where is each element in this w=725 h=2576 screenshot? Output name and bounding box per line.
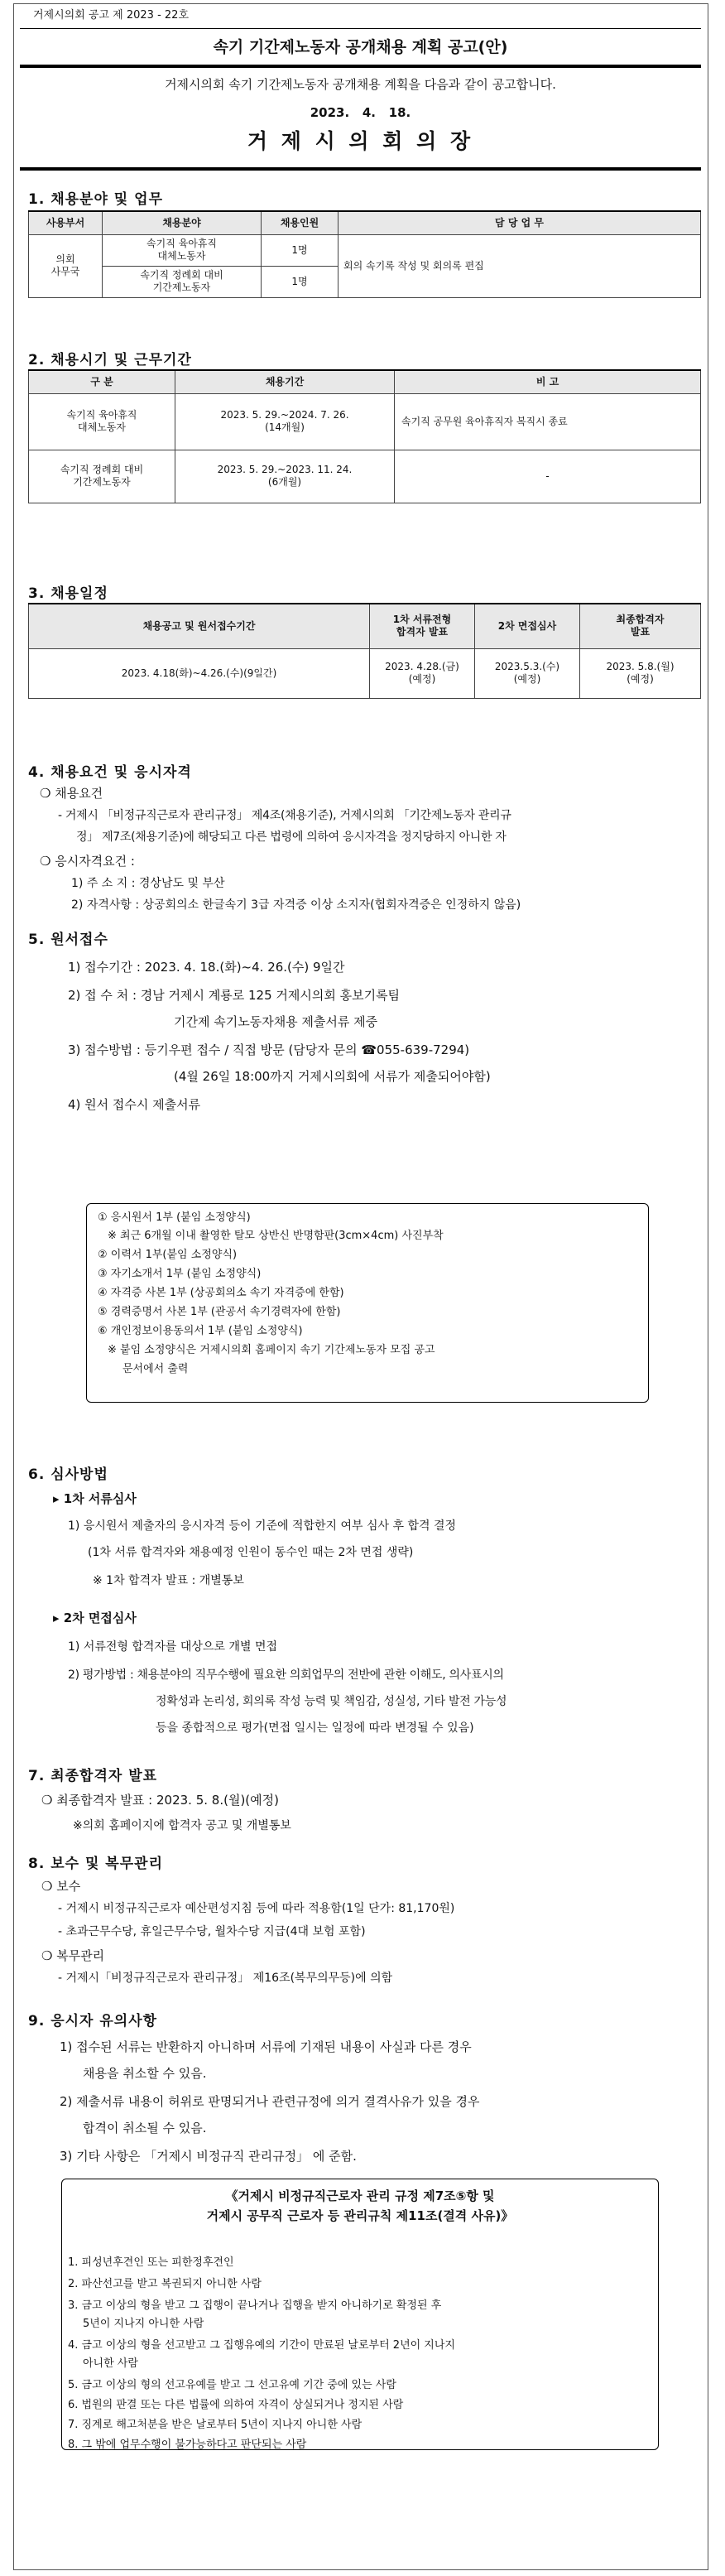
- signature: 거 제 시 의 회 의 장: [247, 129, 474, 153]
- disqualification-item: 7. 징계로 해고처분을 받은 날로부터 5년이 지나지 아니한 사람: [68, 2419, 362, 2431]
- disqualification-item: 3. 금고 이상의 형을 받고 그 집행이 끝나거나 집행을 받지 아니하기로 확정된 후: [68, 2299, 442, 2312]
- document-title: 속기 기간제노동자 공개채용 계획 공고(안): [213, 38, 508, 56]
- screening-line: 1) 응시원서 제출자의 응시자격 등이 기준에 적합한지 여부 심사 후 합격 결정: [68, 1519, 457, 1533]
- divider: [20, 167, 701, 171]
- notice-line: 1) 접수된 서류는 반환하지 아니하며 서류에 기재된 내용이 사실과 다른 경우: [60, 2039, 472, 2054]
- col-header: 채용공고 및 원서접수기간: [29, 604, 370, 648]
- application-line: 2) 접 수 처 : 경남 거제시 계룡로 125 거제시의회 홍보기록팀: [68, 988, 401, 1003]
- requirement-bullet: ❍ 채용요건: [40, 786, 103, 801]
- subsection-heading: ▸ 2차 면접심사: [53, 1611, 137, 1625]
- table-recruitment-period: [28, 369, 701, 503]
- qualification-line: 1) 주 소 지 : 경상남도 및 부산: [71, 877, 225, 890]
- section-heading-7: 7. 최종합격자 발표: [28, 1768, 158, 1784]
- period-cell: 2023. 5. 29.~2024. 7. 26. (14개월): [175, 393, 395, 450]
- schedule-cell: 2023. 5.8.(월) (예정): [580, 648, 701, 698]
- application-line: 4) 원서 접수시 제출서류: [68, 1097, 201, 1112]
- col-header: 채용인원: [262, 211, 338, 234]
- disqualification-item: 2. 파산선고를 받고 복권되지 아니한 사람: [68, 2278, 262, 2290]
- document-item: ⑤ 경력증명서 사본 1부 (관공서 속기경력자에 한함): [98, 1306, 341, 1318]
- divider: [20, 65, 701, 68]
- notice-line: 채용을 취소할 수 있음.: [83, 2066, 207, 2081]
- col-header: 최종합격자 발표: [580, 604, 701, 648]
- count-cell: 1명: [262, 234, 338, 266]
- document-item: ③ 자기소개서 1부 (붙임 소정양식): [98, 1268, 262, 1280]
- col-header: 2차 면접심사: [475, 604, 580, 648]
- notice-line: 3) 기타 사항은 「거제시 비정규직 관리규정」 에 준함.: [60, 2149, 357, 2164]
- dept-cell: 의회 사무국: [29, 234, 103, 297]
- document-note: ※ 최근 6개월 이내 촬영한 탈모 상반신 반명함판(3cm×4cm) 사진부착: [108, 1230, 444, 1242]
- document-item: ① 응시원서 1부 (붙임 소정양식): [98, 1211, 251, 1224]
- requirement-line: 정」 제7조(채용기준)에 해당되고 다른 법령에 의하여 응시자격을 정지당하지 아니한 자: [76, 831, 507, 844]
- col-header: 비 고: [395, 370, 701, 393]
- disqualification-item: 5년이 지나지 아니한 사람: [83, 2318, 204, 2330]
- notice-line: 2) 제출서류 내용이 허위로 판명되거나 관련규정에 의거 결격사유가 있을 경우: [60, 2094, 480, 2109]
- interview-line: 2) 평가방법 : 채용분야의 직무수행에 필요한 의회업무의 전반에 관한 이해도, 의사표시의: [68, 1668, 504, 1682]
- disqualification-item: 6. 법원의 판결 또는 다른 법률에 의하여 자격이 상실되거나 정지된 사람: [68, 2399, 404, 2411]
- interview-line: 1) 서류전형 합격자를 대상으로 개별 면접: [68, 1640, 278, 1654]
- type-cell: 속기직 육아휴직 대체노동자: [29, 393, 175, 450]
- divider: [20, 28, 701, 29]
- notice-line: 합격이 취소될 수 있음.: [83, 2121, 207, 2135]
- col-header: 구 분: [29, 370, 175, 393]
- pay-line: - 거제시 비정규직근로자 예산편성지침 등에 따라 적용함(1일 단가: 81,170원): [58, 1902, 455, 1915]
- document-item: ② 이력서 1부(붙임 소정양식): [98, 1249, 238, 1261]
- application-line: 3) 접수방법 : 등기우편 접수 / 직접 방문 (담당자 문의 ☎055-639-7294): [68, 1042, 470, 1057]
- schedule-cell: 2023.5.3.(수) (예정): [475, 648, 580, 698]
- intro-text: 거제시의회 속기 기간제노동자 공개채용 계획을 다음과 같이 공고합니다.: [165, 77, 556, 92]
- col-header: 채용분야: [103, 211, 262, 234]
- application-line: (4월 26일 18:00까지 거제시의회에 서류가 제출되어야함): [174, 1069, 491, 1084]
- col-header: 채용기간: [175, 370, 395, 393]
- document-item: ④ 자격증 사본 1부 (상공회의소 속기 자격증에 한함): [98, 1287, 344, 1299]
- qualification-line: 2) 자격사항 : 상공회의소 한글속기 3급 자격증 이상 소지자(협회자격증은 인정하지 않음): [71, 898, 521, 912]
- subsection-heading: ▸ 1차 서류심사: [53, 1491, 137, 1506]
- disqualification-item: 아니한 사람: [83, 2357, 138, 2370]
- duty-cell: 회의 속기록 작성 및 회의록 편집: [338, 234, 701, 297]
- notice-number: 거제시의회 공고 제 2023 - 22호: [33, 9, 190, 22]
- section-heading-1: 1. 채용분야 및 업무: [28, 191, 163, 208]
- section-heading-3: 3. 채용일정: [28, 585, 108, 602]
- document-note: 문서에서 출력: [122, 1363, 189, 1375]
- disqualification-item: 4. 금고 이상의 형을 선고받고 그 집행유예의 기간이 만료된 날로부터 2년이 지나지: [68, 2339, 455, 2352]
- pay-line: - 초과근무수당, 휴일근무수당, 월차수당 지급(4대 보험 포함): [58, 1925, 366, 1938]
- field-cell: 속기직 정례회 대비 기간제노동자: [103, 266, 262, 297]
- document-note: ※ 붙임 소정양식은 거제시의회 홈페이지 속기 기간제노동자 모집 공고: [108, 1344, 435, 1356]
- type-cell: 속기직 정례회 대비 기간제노동자: [29, 450, 175, 503]
- section-heading-5: 5. 원서접수: [28, 932, 108, 948]
- qualification-bullet: ❍ 응시자격요건 :: [40, 854, 135, 869]
- section-heading-9: 9. 응시자 유의사항: [28, 2013, 158, 2030]
- schedule-cell: 2023. 4.28.(금) (예정): [370, 648, 475, 698]
- section-heading-4: 4. 채용요건 및 응시자격: [28, 764, 192, 781]
- interview-line: 등을 종합적으로 평가(면접 일시는 일정에 따라 변경될 수 있음): [156, 1721, 474, 1735]
- table-schedule: [28, 603, 701, 699]
- final-line: ※의회 홈페이지에 합격자 공고 및 개별통보: [73, 1819, 291, 1832]
- final-line: ❍ 최종합격자 발표 : 2023. 5. 8.(월)(예정): [41, 1793, 279, 1808]
- section-heading-8: 8. 보수 및 복무관리: [28, 1856, 163, 1872]
- disqualification-item: 8. 그 밖에 업무수행이 불가능하다고 판단되는 사람: [68, 2439, 307, 2451]
- col-header: 1차 서류전형 합격자 발표: [370, 604, 475, 648]
- document-item: ⑥ 개인정보이용동의서 1부 (붙임 소정양식): [98, 1325, 303, 1337]
- screening-line: (1차 서류 합격자와 채용예정 인원이 동수인 때는 2차 면접 생략): [88, 1546, 414, 1559]
- schedule-cell: 2023. 4.18(화)~4.26.(수)(9일간): [29, 648, 370, 698]
- field-cell: 속기직 육아휴직 대체노동자: [103, 234, 262, 266]
- col-header: 사용부서: [29, 211, 103, 234]
- period-cell: 2023. 5. 29.~2023. 11. 24. (6개월): [175, 450, 395, 503]
- table-recruitment-field: [28, 210, 701, 298]
- box-title: 《거제시 비정규직근로자 관리 규정 제7조⑤항 및: [225, 2188, 495, 2203]
- service-bullet: ❍ 복무관리: [41, 1948, 105, 1963]
- disqualification-item: 5. 금고 이상의 형의 선고유예를 받고 그 선고유예 기간 중에 있는 사람: [68, 2379, 396, 2391]
- application-line: 기간제 속기노동자채용 제출서류 제중: [174, 1014, 378, 1029]
- col-header: 담 당 업 무: [338, 211, 701, 234]
- section-heading-6: 6. 심사방법: [28, 1466, 108, 1483]
- service-line: - 거제시「비정규직근로자 관리규정」 제16조(복무의무등)에 의함: [58, 1972, 393, 1985]
- note-cell: 속기직 공무원 육아휴직자 복직시 종료: [395, 393, 701, 450]
- interview-line: 정확성과 논리성, 회의록 작성 능력 및 책임감, 성실성, 기타 발전 가능성: [156, 1695, 507, 1708]
- pay-bullet: ❍ 보수: [41, 1879, 81, 1894]
- requirement-line: - 거제시 「비정규직근로자 관리규정」 제4조(채용기준), 거제시의회 「기간제노동자 관리규: [58, 809, 511, 822]
- section-heading-2: 2. 채용시기 및 근무기간: [28, 352, 192, 368]
- application-line: 1) 접수기간 : 2023. 4. 18.(화)~4. 26.(수) 9일간: [68, 960, 345, 975]
- disqualification-item: 1. 피성년후견인 또는 피한정후견인: [68, 2256, 234, 2269]
- count-cell: 1명: [262, 266, 338, 297]
- document-date: 2023. 4. 18.: [310, 105, 411, 120]
- box-title: 거제시 공무직 근로자 등 관리규칙 제11조(결격 사유)》: [206, 2208, 514, 2223]
- screening-line: ※ 1차 합격자 발표 : 개별통보: [93, 1574, 244, 1587]
- note-cell: -: [395, 450, 701, 503]
